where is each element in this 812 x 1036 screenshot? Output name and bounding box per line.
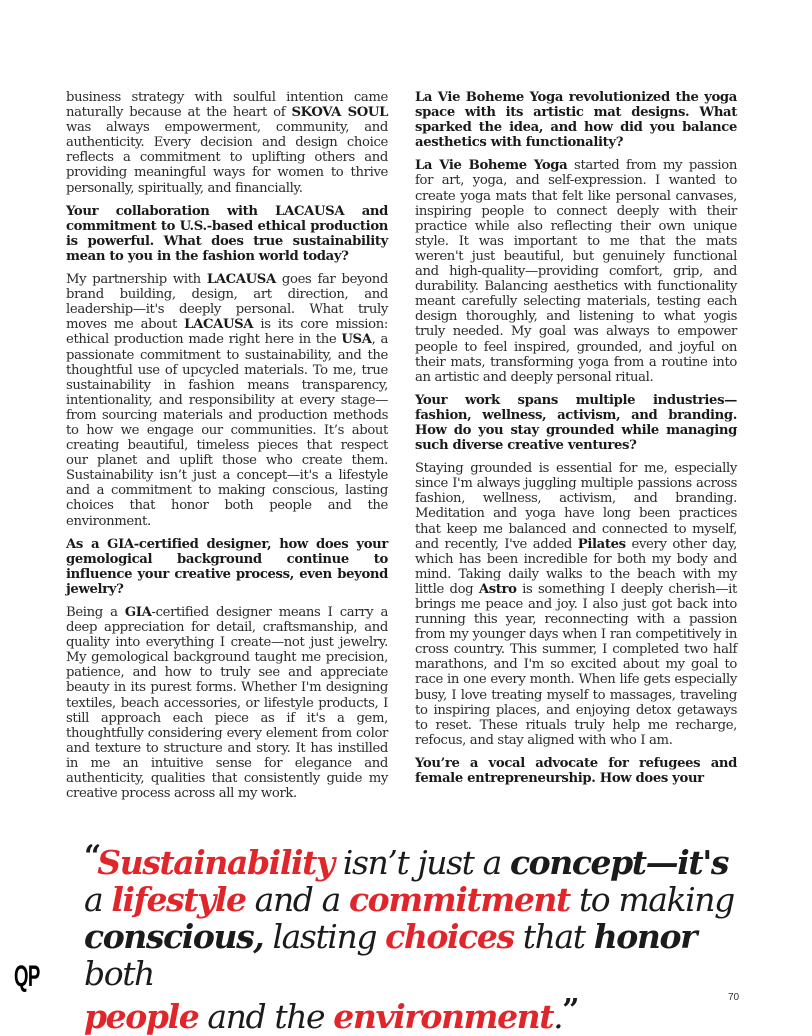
text: Staying grounded is essential for me, especially since I'm always juggling multiple passions across fashion, wellness, activism, and branding. Meditation and yoga have long been practices that keep me balanced and connected to myself, and recently, I've added bbox=[415, 461, 737, 552]
quote-emphasis: honor bbox=[593, 917, 697, 956]
quote-text: lasting bbox=[263, 917, 386, 956]
quote-text: and the bbox=[198, 997, 334, 1036]
pull-quote bbox=[84, 838, 764, 1035]
highlight: Astro bbox=[478, 581, 517, 597]
text: is something I deeply cherish—it brings me peace and joy. I also just got back into running this year, reconnecting with a passion from my younger days when I ran competitively in cross country. This summer, I completed two half marathons, and I'm so excited about my goal to race in one every month. When life gets especially busy, I love treating myself to massages, traveling to inspiring places, and enjoying detox getaways to reset. These rituals truly help me recharge, refocus, and stay aligned with who I am. bbox=[415, 581, 737, 748]
interview-answer bbox=[415, 461, 737, 748]
quote-highlight: people bbox=[84, 997, 199, 1036]
text: -certified designer means I carry a deep appreciation for detail, craftsmanship, and quality into everything I create—not just jewelry. My gemological background taught me precision, patience, and how to truly see and appreciate beauty in its purest forms. Whether I'm designing textiles, beach accessories, or lifestyle products, I still approach each piece as if it's a gem, thoughtfully considering every element from color and texture to structure and story. It has instilled in me an intuitive sense for elegance and authenticity, qualities that consistently guide my creative process across all my work. bbox=[66, 605, 388, 802]
quote-text: to making bbox=[569, 880, 734, 919]
text: started from my passion for art, yoga, and self-expression. I wanted to create yoga mats that felt like personal canvases, inspiring people to connect deeply with their practice while also reflecting their own unique style. It was important to me that the mats weren't just beautiful, but genuinely functional and high-quality—providing comfort, grip, and durability. Balancing aesthetics with functionality meant carefully selecting materials, testing each design thoroughly, and listening to what yogis truly needed. My goal was always to empower people to feel inspired, grounded, and joyful on their mats, transforming yoga from a routine into an artistic and deeply personal ritual. bbox=[415, 158, 737, 385]
quote-text: a bbox=[84, 880, 112, 919]
text: Being a bbox=[66, 605, 125, 620]
text: business strategy with soulful intention came naturally because at the heart of bbox=[66, 90, 388, 121]
quote-highlight: commitment bbox=[348, 880, 570, 919]
quote-text: . bbox=[553, 997, 563, 1036]
interview-question: Your collaboration with LACAUSA and commitment to U.S.-based ethical production is powerful. What does true sustainability mean to you in the fashion world today? bbox=[66, 203, 388, 264]
quote-highlight: environment bbox=[333, 997, 554, 1036]
quote-text: isn’t just a bbox=[333, 843, 510, 882]
quote-emphasis: conscious, bbox=[84, 917, 264, 956]
text: My partnership with bbox=[66, 272, 207, 288]
quote-text: and a bbox=[245, 880, 349, 919]
brand-name: LACAUSA bbox=[184, 317, 254, 333]
interview-question: You’re a vocal advocate for refugees and female entrepreneurship. How does your bbox=[415, 755, 737, 787]
interview-answer bbox=[66, 272, 388, 529]
interview-answer bbox=[66, 605, 388, 801]
interview-question: Your work spans multiple industries—fashion, wellness, activism, and branding. How do you stay grounded while managing such diverse creative ventures? bbox=[415, 392, 737, 454]
paragraph bbox=[66, 90, 388, 196]
text: every other day, which has been incredible for both my body and mind. Taking daily walks to the beach with my little dog bbox=[415, 536, 737, 597]
quote-text: that bbox=[513, 917, 594, 956]
text: was always empowerment, community, and authenticity. Every decision and design choice reflects a commitment to uplifting others and providing meaningful ways for women to thrive personally, spiritually, and financially. bbox=[66, 120, 388, 196]
organization-name: GIA bbox=[124, 605, 152, 620]
quote-emphasis: concept—it's bbox=[509, 843, 729, 882]
brand-name: La Vie Boheme Yoga bbox=[415, 158, 568, 174]
text: , a passionate commitment to sustainability, and the thoughtful use of upcycled materials. To me, true sustainability in fashion means transparency, intentionality, and responsibility at every stage—from sourcing materials and production methods to how we engage our communities. It’s about creating beautiful, timeless pieces that respect our planet and uplift those who create them. Sustainability isn’t just a concept—it's a lifestyle and a commitment to making conscious, lasting choices that honor both people and the environment. bbox=[66, 332, 388, 529]
text: is its core mission: ethical production made right here in the bbox=[66, 317, 388, 348]
quote-highlight: choices bbox=[385, 917, 514, 956]
open-quote-mark: “ bbox=[84, 839, 98, 874]
right-column bbox=[415, 90, 737, 794]
quote-highlight: lifestyle bbox=[111, 880, 246, 919]
brand-name: SKOVA SOUL bbox=[291, 105, 389, 121]
quote-text: both bbox=[84, 954, 154, 993]
magazine-logo: QP bbox=[14, 960, 40, 993]
left-column bbox=[66, 90, 388, 809]
text: goes far beyond brand building, design, art direction, and leadership—it's deeply personal. What truly moves me about bbox=[66, 272, 388, 333]
quote-highlight: Sustainability bbox=[97, 843, 334, 882]
interview-question: La Vie Boheme Yoga revolutionized the yoga space with its artistic mat designs. What sparked the idea, and how did you balance aesthetics with functionality? bbox=[415, 90, 737, 151]
highlight: Pilates bbox=[577, 536, 626, 552]
brand-name: LACAUSA bbox=[206, 272, 276, 288]
page-number: 70 bbox=[728, 992, 740, 1003]
country-name: USA bbox=[341, 332, 372, 348]
interview-answer bbox=[415, 158, 737, 384]
close-quote-mark: ” bbox=[562, 993, 576, 1028]
interview-question: As a GIA-certified designer, how does your gemological background continue to influence your creative process, even beyond jewelry? bbox=[66, 536, 388, 597]
